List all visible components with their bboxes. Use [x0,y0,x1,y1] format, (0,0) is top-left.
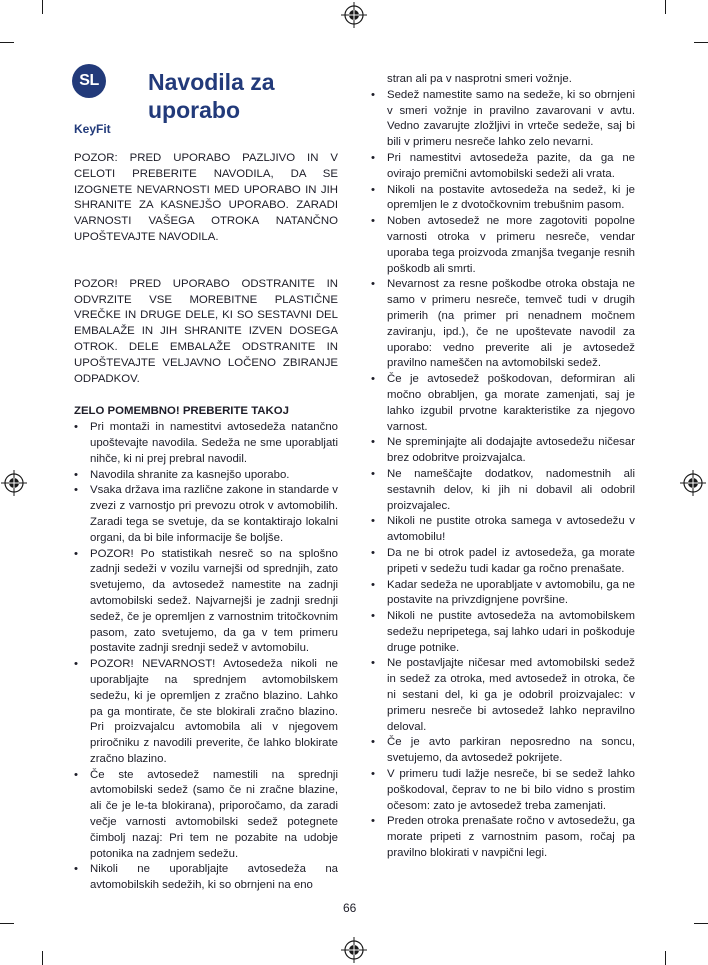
list-item: • Sedež namestite samo na sedeže, ki so obrnjeni v smeri vožnje in pravilno zavarovani v avtu. Vedno zavarujte zložljivi in vrteče sedeže, saj bi bili v primeru nesreče lahko zelo nevarni. [371,88,635,151]
list-item: • Kadar sedeža ne uporabljate v avtomobilu, ga ne postavite na privzdignjene površine. [371,578,635,610]
list-item: • Ne nameščajte dodatkov, nadomestnih ali sestavnih delov, ki jih ni dobavil ali odobril proizvajalec. [371,467,635,514]
crop-mark-right-top [694,42,708,43]
crop-mark-top-left [42,0,43,14]
warning-paragraph-2: POZOR! PRED UPORABO ODSTRANITE IN ODVRZITE VSE MOREBITNE PLASTIČNE VREČKE IN DRUGE DELE, KI SO SESTAVNI DEL EMBALAŽE IN JIH SHRANITE IZVEN DOSEGA OTROK. DELE EMBALAŽE ODSTRANITE IN UPOŠTEVAJTE VELJAVNO LOČENO ZBIRANJE ODPADKOV. [74,277,338,385]
list-item: • Nevarnost za resne poškodbe otroka obstaja ne samo v primeru nesreče, temveč tudi v drugih primerih (na primer pri nenadnem močnem zaviranju, ipd.), če ne upoštevate navodil za uporabo: vedno preverite ali je avtosedež pravilno nameščen na avtomobilski sedež. [371,277,635,372]
list-item: • Če ste avtosedež namestili na sprednji avtomobilski sedež (samo če ni zračne blazine, ali če je le-ta blokirana), priporočamo, da zaradi večje varnosti avtomobilski sedež potegnete čimbolj nazaj: Pri tem ne pozabite na udobje potonika na zadnjem sedežu. [74,768,338,863]
language-badge: SL [72,64,106,98]
crop-mark-right-bottom [694,923,708,924]
registration-mark-left-icon [1,470,27,496]
list-item: • Ne postavljajte ničesar med avtomobilski sedež in sedež za otroka, med avtosedež in otroka, če ni sestani del, ki ga je odobril proizvajalec: v primeru nesreče bi avtosedež lahko nepravilno deloval. [371,656,635,735]
list-item: • Nikoli ne uporabljajte avtosedeža na avtomobilskih sedežih, ki so obrnjeni na eno [74,862,338,894]
list-item: • Pri namestitvi avtosedeža pazite, da ga ne ovirajo premični avtomobilski sedeži ali vrata. [371,151,635,183]
list-item: • Vsaka država ima različne zakone in standarde v zvezi z varnostjo pri prevozu otrok v avtomobilih. Zaradi tega se svetuje, da se kontaktirajo lokalni organi, da bi bile informacije še boljše. [74,483,338,546]
list-item: • Nikoli ne pustite otroka samega v avtosedežu v avtomobilu! [371,514,635,546]
list-item: • Noben avtosedež ne more zagotoviti popolne varnosti otroka v primeru nesreče, vendar uporaba tega proizvoda zmanjša tveganje resnih poškodb ali smrti. [371,214,635,277]
list-item: • POZOR! Po statistikah nesreč so na splošno zadnji sedeži v vozilu varnejši od sprednjih, zato svetujemo, da avtosedež namestite na zadnji avtomobilski sedež. Najvarnejši je zadnji srednji sedež, če je opremljen z varnostnim tritočkovnim pasom, zato svetujemo, da ga v tem primeru postavite zadnji srednji sedež v avtomobilu. [74,547,338,658]
list-item: • Da ne bi otrok padel iz avtosedeža, ga morate pripeti v sedežu tudi kadar ga ročno prenašate. [371,546,635,578]
crop-mark-bottom-left [42,951,43,965]
crop-mark-bottom-right [665,951,666,965]
page-number: 66 [343,901,357,915]
left-column [74,151,338,894]
list-item: • POZOR! NEVARNOST! Avtosedeža nikoli ne uporabljajte na sprednjem avtomobilskem sedežu, ki je opremljen z zračno blazino. Lahko pa ga montirate, če ste blokirali zračno blazino. Pri proizvajalcu avtomobila ali v njegovem priročniku z navodili preverite, če lahko blokirate zračno blazino. [74,657,338,768]
list-item: • Navodila shranite za kasnejšo uporabo. [74,468,338,484]
list-item: • Če je avtosedež poškodovan, deformiran ali močno obrabljen, ga morate zamenjati, saj je lahko izgubil prvotne karakteristike za njegovo varnost. [371,372,635,435]
list-item: • Ne spreminjajte ali dodajajte avtosedežu ničesar brez odobritve proizvajalca. [371,435,635,467]
registration-mark-right-icon [680,470,706,496]
page-title: Navodila za uporabo [148,69,275,123]
product-name: KeyFit [74,122,111,136]
list-item: • V primeru tudi lažje nesreče, bi se sedež lahko poškodoval, čeprav to ne bi bilo vidno s prostim očesom: zato je avtosedež treba zamenjati. [371,767,635,814]
crop-mark-left-bottom [0,923,14,924]
list-item: • Če je avto parkiran neposredno na soncu, svetujemo, da avtosedež pokrijete. [371,735,635,767]
warning-paragraph-1: POZOR: PRED UPORABO PAZLJIVO IN V CELOTI PREBERITE NAVODILA, DA SE IZOGNETE NEVARNOSTI MED UPORABO IN JIH SHRANITE ZA KASNEJŠO UPORABO. ZARADI VARNOSTI VAŠEGA OTROKA NATANČNO UPOŠTEVAJTE NAVODILA. [74,152,338,243]
left-bullet-list [74,420,338,894]
registration-mark-bottom-icon [341,937,367,963]
list-item: • Pri montaži in namestitvi avtosedeža natančno upoštevajte navodila. Sedeža ne sme uporabljati nihče, ki ni prej prebral navodil. [74,420,338,467]
right-bullet-list [371,88,635,862]
list-item: • Preden otroka prenašate ročno v avtosedežu, ga morate pripeti z varnostnim pasom, ročaj pa pravilno blokirati v navpični legi. [371,814,635,861]
registration-mark-top-icon [341,2,367,28]
important-heading: ZELO POMEMBNO! PREBERITE TAKOJ [74,405,289,418]
list-item: • Nikoli na postavite avtosedeža na sedež, ki je opremljen le z dvotočkovnim trebušnim pasom. [371,183,635,215]
list-item: • Nikoli ne pustite avtosedeža na avtomobilskem sedežu nepripetega, saj lahko udari in poškoduje druge potnike. [371,609,635,656]
crop-mark-top-right [665,0,666,14]
continued-text: stran ali pa v nasprotni smeri vožnje. [387,73,572,85]
right-column [371,72,635,862]
crop-mark-left-top [0,42,14,43]
